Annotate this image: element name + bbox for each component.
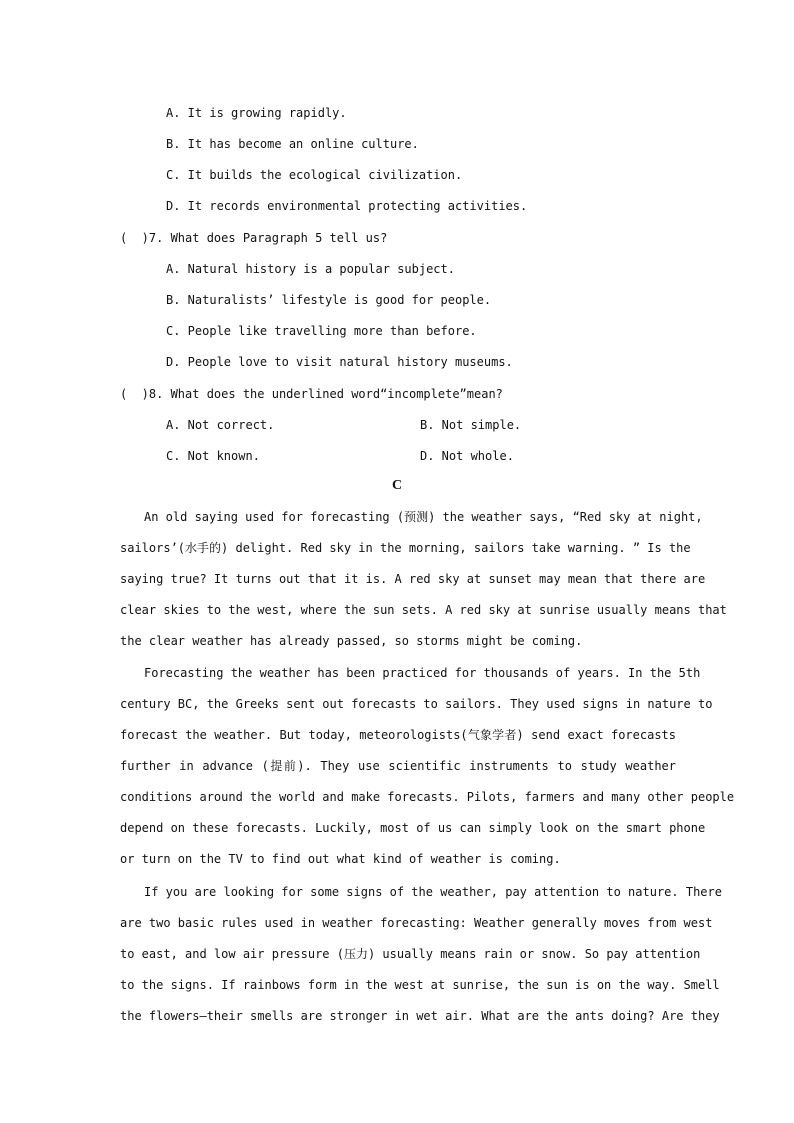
passage-line: are two basic rules used in weather forecasting: Weather generally moves from west	[120, 916, 713, 930]
passage-line: depend on these forecasts. Luckily, most of us can simply look on the smart phone	[120, 821, 706, 835]
passage-line: If you are looking for some signs of the weather, pay attention to nature. There	[144, 885, 722, 899]
q6-option-d: D. It records environmental protecting activities.	[166, 199, 528, 213]
passage-line: to the signs. If rainbows form in the west at sunrise, the sun is on the way. Smell	[120, 978, 720, 992]
q8-stem: ( )8. What does the underlined word“incomplete”mean?	[120, 387, 503, 401]
passage-line: forecast the weather. But today, meteorologists(气象学者) send exact forecasts	[120, 728, 676, 742]
q7-option-b: B. Naturalists’ lifestyle is good for people.	[166, 293, 492, 307]
passage-line: sailors’(水手的) delight. Red sky in the morning, sailors take warning. ” Is the	[120, 541, 691, 555]
passage-line: to east, and low air pressure (压力) usually means rain or snow. So pay attention	[120, 947, 701, 961]
passage-line: century BC, the Greeks sent out forecasts to sailors. They used signs in nature to	[120, 697, 713, 711]
section-heading: C	[392, 478, 403, 493]
passage-line: the flowers—their smells are stronger in wet air. What are the ants doing? Are they	[120, 1009, 720, 1023]
q8-option-d: D. Not whole.	[420, 449, 514, 463]
passage-line: An old saying used for forecasting (预测) the weather says, “Red sky at night,	[144, 510, 703, 524]
passage-line: the clear weather has already passed, so storms might be coming.	[120, 634, 583, 648]
passage-paragraph-2	[120, 658, 735, 875]
q6-option-a: A. It is growing rapidly.	[166, 106, 347, 120]
q7-stem: ( )7. What does Paragraph 5 tell us?	[120, 231, 388, 245]
passage-paragraph-1	[120, 502, 727, 657]
q6-option-b: B. It has become an online culture.	[166, 137, 419, 151]
q8-option-b: B. Not simple.	[420, 418, 522, 432]
passage-line: further in advance (提前). They use scientific instruments to study weather	[120, 759, 676, 773]
passage-line: saying true? It turns out that it is. A red sky at sunset may mean that there are	[120, 572, 706, 586]
q6-option-c: C. It builds the ecological civilization.	[166, 168, 463, 182]
passage-line: conditions around the world and make forecasts. Pilots, farmers and many other people	[120, 790, 735, 804]
passage-line: clear skies to the west, where the sun sets. A red sky at sunrise usually means that	[120, 603, 727, 617]
q8-option-c: C. Not known.	[166, 449, 260, 463]
passage-line: or turn on the TV to find out what kind of weather is coming.	[120, 852, 561, 866]
passage-line: Forecasting the weather has been practiced for thousands of years. In the 5th	[144, 666, 701, 680]
q7-option-d: D. People love to visit natural history museums.	[166, 355, 513, 369]
passage-paragraph-3	[120, 877, 722, 1032]
q7-option-a: A. Natural history is a popular subject.	[166, 262, 455, 276]
q7-option-c: C. People like travelling more than before.	[166, 324, 477, 338]
q8-option-a: A. Not correct.	[166, 418, 275, 432]
